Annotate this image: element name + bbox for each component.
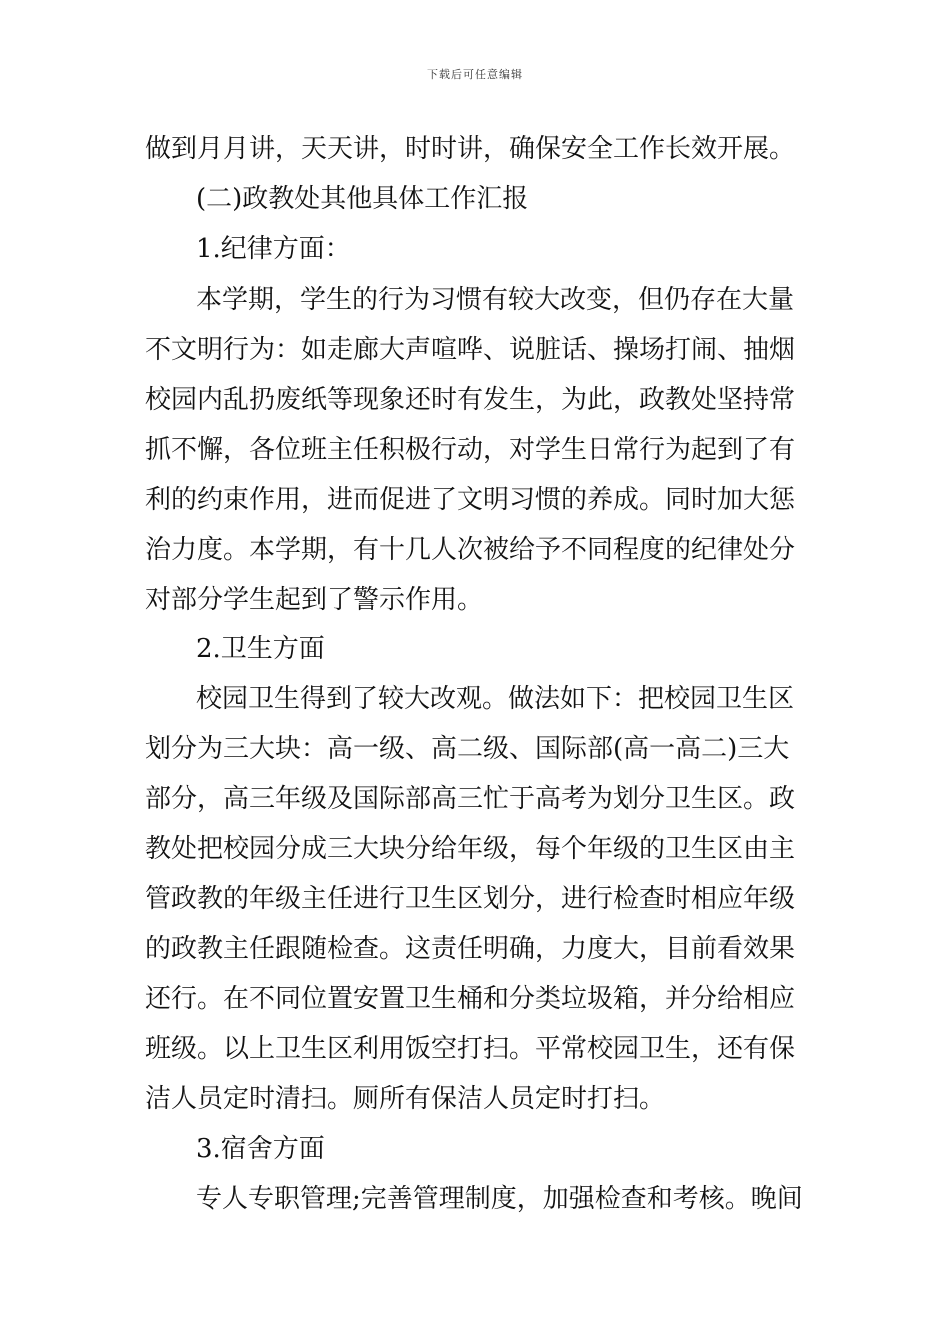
subsection-heading: 2.卫生方面: [196, 634, 325, 664]
text-line: 本学期，学生的行为习惯有较大改变，但仍存在大量: [196, 285, 795, 315]
text-line: 抓不懈，各位班主任积极行动，对学生日常行为起到了有: [145, 435, 796, 465]
text-line: 划分为三大块：高一级、高二级、国际部(高一高二)三大: [145, 734, 790, 764]
text-line: 不文明行为：如走廊大声喧哗、说脏话、操场打闹、抽烟: [145, 335, 796, 365]
text-line: 的政教主任跟随检查。这责任明确，力度大，目前看效果: [145, 934, 796, 964]
text-line: 管政教的年级主任进行卫生区划分，进行检查时相应年级: [145, 884, 796, 914]
text-line: 利的约束作用，进而促进了文明习惯的养成。同时加大惩: [145, 485, 796, 515]
text-line: 班级。以上卫生区利用饭空打扫。平常校园卫生，还有保: [145, 1034, 796, 1064]
text-line: 校园内乱扔废纸等现象还时有发生，为此，政教处坚持常: [145, 385, 796, 415]
section-heading: (二)政教处其他具体工作汇报: [196, 184, 529, 214]
text-line: 专人专职管理;完善管理制度，加强检查和考核。晚间: [196, 1184, 803, 1214]
text-line: 教处把校园分成三大块分给年级，每个年级的卫生区由主: [145, 834, 796, 864]
text-line: 治力度。本学期，有十几人次被给予不同程度的纪律处分: [145, 535, 796, 565]
text-line: 对部分学生起到了警示作用。: [145, 585, 484, 615]
page-header: 下载后可任意编辑: [427, 68, 523, 81]
text-line: 校园卫生得到了较大改观。做法如下：把校园卫生区: [196, 684, 795, 714]
subsection-heading: 1.纪律方面：: [196, 234, 351, 264]
text-line: 洁人员定时清扫。厕所有保洁人员定时打扫。: [145, 1084, 666, 1114]
text-line: 做到月月讲，天天讲，时时讲，确保安全工作长效开展。: [145, 134, 796, 164]
text-line: 还行。在不同位置安置卫生桶和分类垃圾箱，并分给相应: [145, 984, 796, 1014]
text-line: 部分，高三年级及国际部高三忙于高考为划分卫生区。政: [145, 784, 796, 814]
subsection-heading: 3.宿舍方面: [196, 1134, 325, 1164]
